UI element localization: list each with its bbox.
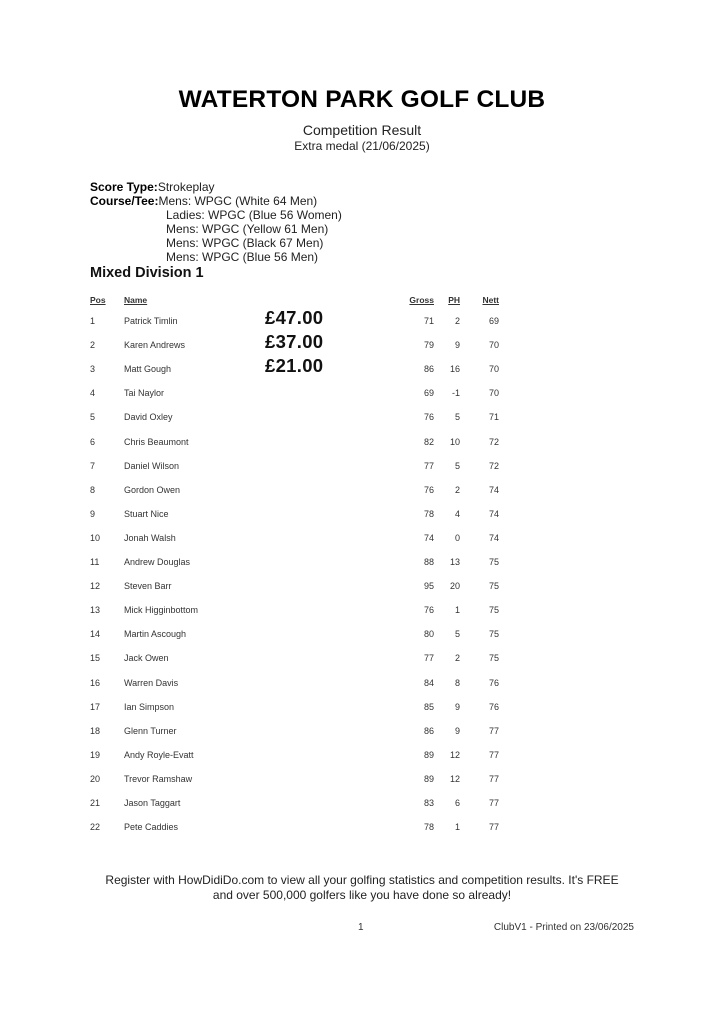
cell-pos: 21 [90,798,101,808]
cell-nett: 75 [488,605,499,616]
footer-line: and over 500,000 golfers like you have done so already! [212,888,512,902]
cell-pos: 19 [90,749,101,760]
column-header-nett: Nett [482,295,499,305]
column-header-pos: Pos [90,295,106,305]
printed-date: ClubV1 - Printed on 23/06/2025 [493,922,634,933]
cell-gross: 85 [423,701,434,712]
course-tee-value: Mens: WPGC (Blue 56 Men) [166,250,319,264]
cell-name: Gordon Owen [124,484,181,495]
column-header-gross: Gross [409,295,434,305]
table-row [0,798,724,814]
cell-nett: 71 [488,412,499,423]
competition-name: Extra medal (21/06/2025) [294,139,430,153]
cell-nett: 75 [488,581,499,592]
cell-gross: 84 [423,677,434,688]
cell-nett: 75 [488,629,499,640]
column-header-ph: PH [448,295,460,305]
table-row [0,774,724,790]
cell-nett: 70 [488,388,499,399]
cell-name: Andy Royle-Evatt [124,749,194,760]
cell-name: Andrew Douglas [124,557,191,567]
cell-nett: 76 [488,677,499,688]
cell-nett: 72 [488,460,499,471]
cell-gross: 76 [423,484,434,495]
cell-name: David Oxley [124,412,173,423]
table-row [0,461,724,477]
cell-pos: 5 [90,412,96,423]
table-row [0,605,724,621]
cell-ph: 2 [454,316,460,326]
table-row [0,629,724,645]
cell-gross: 82 [423,436,434,447]
cell-nett: 72 [488,436,499,447]
cell-name: Jason Taggart [124,798,181,808]
cell-ph: 9 [454,725,460,736]
cell-ph: 1 [454,822,460,833]
cell-gross: 88 [423,557,434,567]
cell-nett: 75 [488,653,499,664]
cell-ph: 5 [454,412,460,423]
cell-pos: 16 [90,677,101,688]
cell-name: Trevor Ramshaw [124,773,193,784]
table-row [0,581,724,597]
prize-amount: £47.00 [265,307,324,328]
cell-ph: 16 [449,364,460,375]
footer-message [0,873,724,903]
cell-name: Patrick Timlin [124,316,178,326]
course-tee [90,194,342,208]
table-row [0,557,724,573]
cell-name: Jack Owen [124,653,169,664]
cell-name: Glenn Turner [124,725,177,736]
table-row [0,485,724,501]
course-tee-value: Ladies: WPGC (Blue 56 Women) [166,208,342,222]
cell-gross: 77 [423,460,434,471]
cell-nett: 75 [488,557,499,567]
cell-pos: 18 [90,725,101,736]
cell-nett: 74 [488,484,499,495]
cell-nett: 77 [488,725,499,736]
competition-subtitle: Competition Result [302,122,422,138]
cell-ph: 5 [454,460,460,471]
cell-name: Ian Simpson [124,701,175,712]
table-row [0,822,724,838]
cell-ph: 12 [449,749,460,760]
cell-gross: 69 [423,388,434,399]
cell-gross: 79 [423,340,434,351]
page-number: 1 [358,922,364,933]
table-row [0,316,724,332]
division-heading: Mixed Division 1 [90,265,204,281]
cell-ph: 10 [449,436,460,447]
cell-gross: 76 [423,412,434,423]
cell-name: Steven Barr [124,581,172,592]
cell-nett: 77 [488,822,499,833]
table-row [0,388,724,404]
cell-pos: 14 [90,629,101,640]
cell-gross: 95 [423,581,434,592]
cell-name: Chris Beaumont [124,436,189,447]
course-tee-label: Course/Tee: [90,194,159,208]
cell-nett: 74 [488,532,499,543]
table-row [0,509,724,525]
cell-pos: 22 [90,822,101,833]
cell-gross: 80 [423,629,434,640]
table-row [0,437,724,453]
table-row [0,702,724,718]
course-tee-value: Mens: WPGC (White 64 Men) [158,194,318,208]
cell-nett: 70 [488,364,499,375]
cell-pos: 11 [90,557,100,567]
score-type [90,180,342,194]
cell-pos: 9 [90,508,96,519]
prize-amount: £37.00 [265,331,324,352]
cell-name: Mick Higginbottom [124,605,199,616]
cell-pos: 15 [90,653,101,664]
cell-nett: 77 [488,773,499,784]
cell-gross: 71 [423,316,434,326]
cell-gross: 83 [423,798,434,808]
cell-nett: 77 [488,749,499,760]
cell-nett: 69 [488,316,499,326]
cell-name: Stuart Nice [124,508,169,519]
cell-ph: 9 [454,701,460,712]
cell-name: Karen Andrews [124,340,186,351]
cell-gross: 86 [423,364,434,375]
cell-pos: 20 [90,773,101,784]
cell-name: Jonah Walsh [124,532,176,543]
cell-ph: 1 [454,605,460,616]
cell-gross: 77 [423,653,434,664]
cell-pos: 4 [90,388,96,399]
cell-ph: 2 [454,484,460,495]
cell-ph: -1 [451,388,460,399]
score-type-value: Strokeplay [157,180,215,194]
cell-pos: 3 [90,364,96,375]
course-tee-value: Mens: WPGC (Yellow 61 Men) [166,222,329,236]
cell-gross: 86 [423,725,434,736]
cell-pos: 8 [90,484,96,495]
cell-gross: 89 [423,773,434,784]
cell-name: Warren Davis [124,677,179,688]
cell-ph: 6 [454,798,460,808]
cell-pos: 17 [90,701,101,712]
cell-ph: 4 [454,508,460,519]
cell-ph: 12 [449,773,460,784]
cell-ph: 20 [449,581,460,592]
cell-nett: 76 [488,701,499,712]
table-row [0,726,724,742]
cell-nett: 70 [488,340,499,351]
table-row [0,340,724,356]
cell-ph: 13 [449,557,460,567]
cell-nett: 74 [488,508,499,519]
table-row [0,364,724,380]
cell-ph: 8 [454,677,460,688]
competition-info [90,180,342,264]
cell-name: Tai Naylor [124,388,165,399]
score-type-label: Score Type: [90,180,158,194]
table-row [0,678,724,694]
cell-pos: 10 [90,532,101,543]
table-row [0,750,724,766]
cell-ph: 9 [454,340,460,351]
cell-ph: 5 [454,629,460,640]
cell-pos: 2 [90,340,96,351]
cell-ph: 2 [454,653,460,664]
cell-gross: 78 [423,822,434,833]
cell-ph: 0 [454,532,460,543]
club-title: WATERTON PARK GOLF CLUB [178,86,546,113]
cell-name: Martin Ascough [124,629,187,640]
cell-nett: 77 [488,798,499,808]
cell-name: Matt Gough [124,364,172,375]
cell-pos: 7 [90,460,96,471]
column-header-name: Name [124,295,148,305]
cell-gross: 76 [423,605,434,616]
cell-gross: 89 [423,749,434,760]
table-row [0,533,724,549]
cell-gross: 78 [423,508,434,519]
cell-pos: 6 [90,436,96,447]
course-tee-value: Mens: WPGC (Black 67 Men) [166,236,324,250]
table-row [0,653,724,669]
cell-pos: 13 [90,605,101,616]
cell-name: Pete Caddies [124,822,179,833]
table-row [0,412,724,428]
cell-gross: 74 [423,532,434,543]
cell-pos: 12 [90,581,101,592]
cell-name: Daniel Wilson [124,460,180,471]
cell-pos: 1 [90,316,96,326]
footer-line: Register with HowDidiDo.com to view all your golfing statistics and competition results. It's FREE [105,873,619,887]
prize-amount: £21.00 [265,355,324,376]
